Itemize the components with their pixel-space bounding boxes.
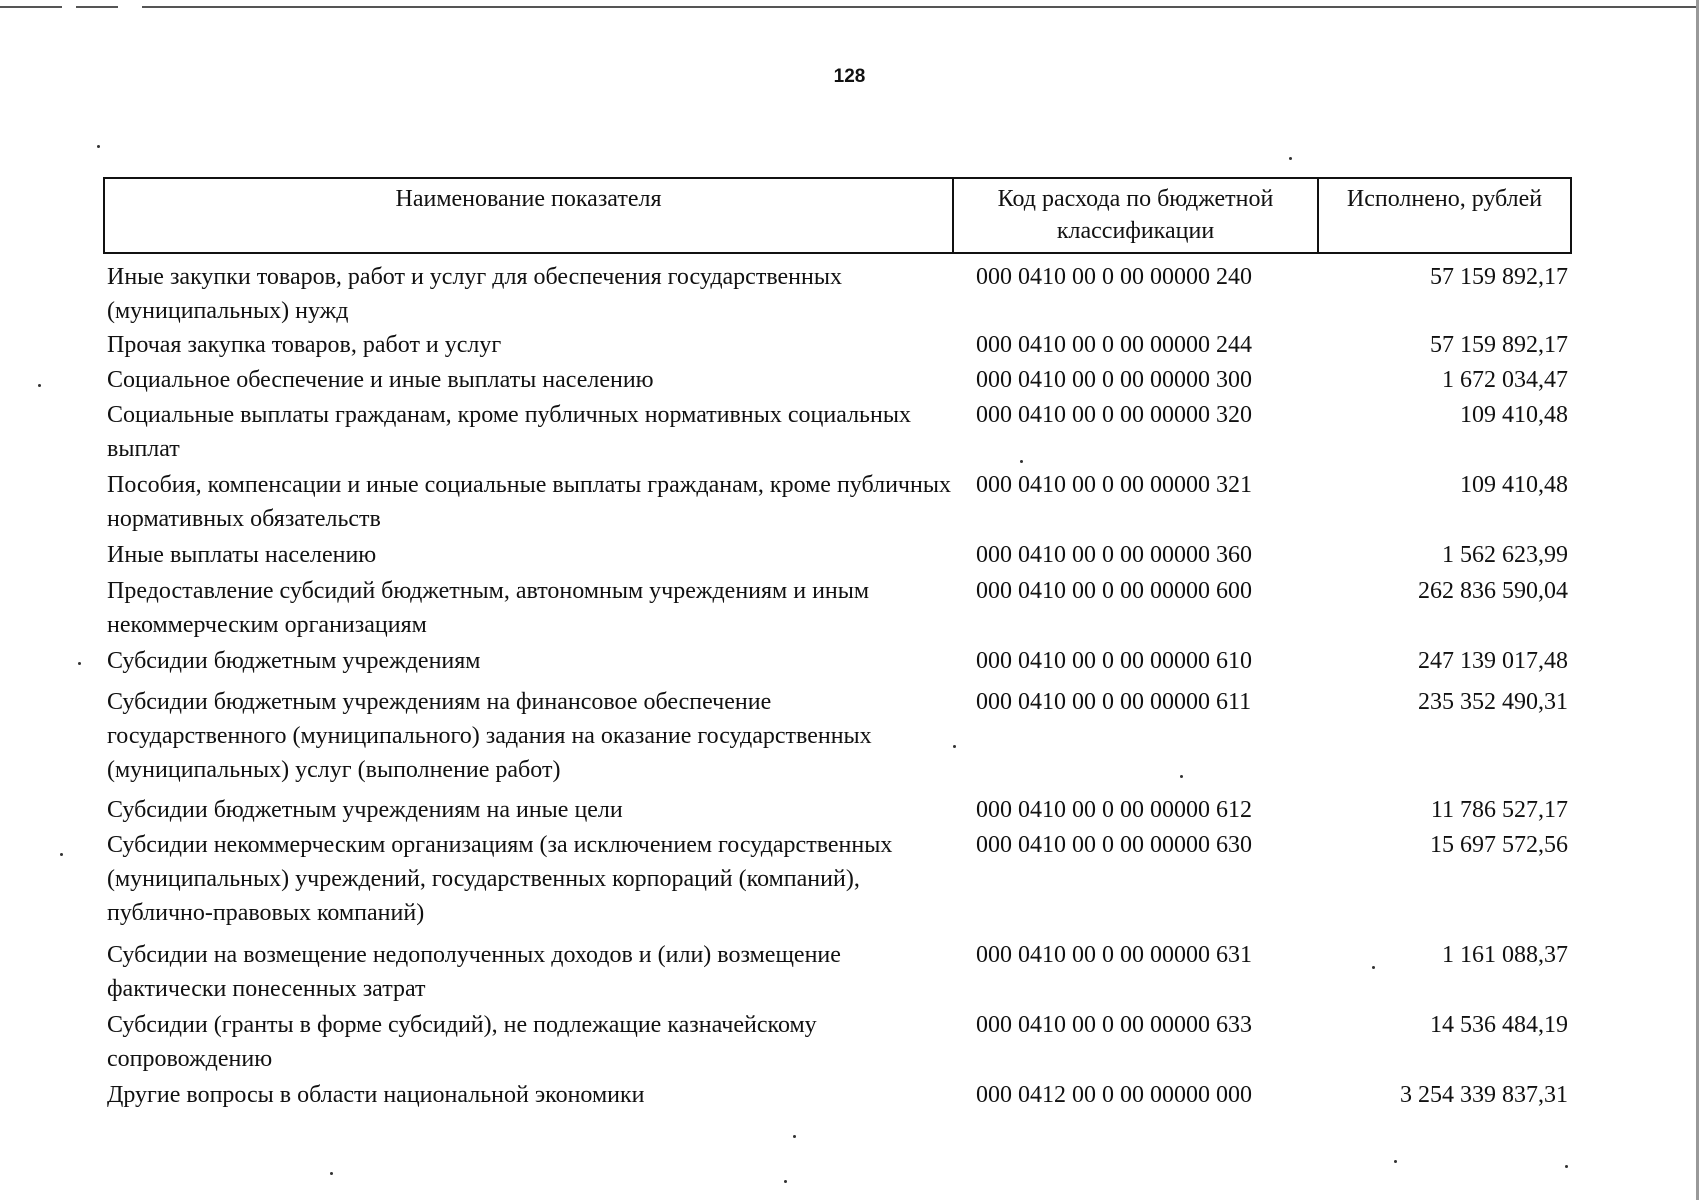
executed-amount: 11 786 527,17 <box>1430 797 1568 823</box>
budget-code: 000 0410 00 0 00 00000 240 <box>976 264 1252 290</box>
scan-speck <box>793 1135 796 1138</box>
budget-code: 000 0410 00 0 00 00000 633 <box>976 1012 1252 1038</box>
indicator-name: Иные выплаты населению <box>107 542 377 568</box>
indicator-name: Субсидии некоммерческим организациям (за исключением государственных (муниципальных) учреждений, государственных корпораций (компаний), публично-правовых компаний) <box>107 832 893 926</box>
scan-speck <box>78 662 81 665</box>
table-row <box>103 1008 1572 1076</box>
table-row <box>103 644 1572 678</box>
budget-code: 000 0410 00 0 00 00000 630 <box>976 832 1252 858</box>
table-row <box>103 828 1572 930</box>
budget-code: 000 0410 00 0 00 00000 610 <box>976 648 1252 674</box>
table-row <box>103 538 1572 572</box>
executed-amount: 57 159 892,17 <box>1430 264 1568 290</box>
top-rule-gap <box>118 3 142 11</box>
budget-code: 000 0410 00 0 00 00000 612 <box>976 797 1252 823</box>
executed-amount: 235 352 490,31 <box>1418 689 1568 715</box>
page-number: 128 <box>833 66 866 87</box>
executed-amount: 14 536 484,19 <box>1430 1012 1568 1038</box>
scan-speck <box>330 1172 333 1175</box>
table-row <box>103 468 1572 536</box>
budget-code: 000 0410 00 0 00 00000 611 <box>976 689 1252 715</box>
indicator-name: Субсидии (гранты в форме субсидий), не подлежащие казначейскому сопровождению <box>107 1012 817 1072</box>
indicator-name: Другие вопросы в области национальной экономики <box>107 1082 645 1108</box>
executed-amount: 15 697 572,56 <box>1430 832 1568 858</box>
scan-speck <box>1289 157 1292 160</box>
executed-amount: 262 836 590,04 <box>1418 578 1568 604</box>
executed-amount: 1 562 623,99 <box>1442 542 1568 568</box>
scan-speck <box>1180 775 1183 778</box>
table-row <box>103 1078 1572 1112</box>
indicator-name: Предоставление субсидий бюджетным, автономным учреждениям и иным некоммерческим организациям <box>107 578 870 638</box>
budget-code: 000 0410 00 0 00 00000 600 <box>976 578 1252 604</box>
executed-amount: 57 159 892,17 <box>1430 332 1568 358</box>
executed-amount: 3 254 339 837,31 <box>1400 1082 1568 1108</box>
table-row <box>103 363 1572 397</box>
scan-speck <box>38 384 41 387</box>
scan-speck <box>953 745 956 748</box>
budget-table <box>103 177 1572 1108</box>
header-code: Код расхода по бюджетной классификации <box>954 179 1319 252</box>
top-rule-gap <box>62 3 76 11</box>
indicator-name: Субсидии бюджетным учреждениям на иные цели <box>107 797 623 823</box>
scan-speck <box>784 1180 787 1183</box>
scan-speck <box>1565 1165 1568 1168</box>
budget-code: 000 0410 00 0 00 00000 321 <box>976 472 1252 498</box>
executed-amount: 1 161 088,37 <box>1442 942 1568 968</box>
indicator-name: Прочая закупка товаров, работ и услуг <box>107 332 502 358</box>
indicator-name: Социальное обеспечение и иные выплаты населению <box>107 367 654 393</box>
budget-code: 000 0410 00 0 00 00000 244 <box>976 332 1252 358</box>
budget-code: 000 0412 00 0 00 00000 000 <box>976 1082 1252 1108</box>
scan-speck <box>97 145 100 148</box>
header-amount: Исполнено, рублей <box>1346 186 1543 212</box>
executed-amount: 1 672 034,47 <box>1442 367 1568 393</box>
budget-code: 000 0410 00 0 00 00000 631 <box>976 942 1252 968</box>
indicator-name: Социальные выплаты гражданам, кроме публичных нормативных социальных выплат <box>107 402 911 462</box>
indicator-name: Субсидии бюджетным учреждениям <box>107 648 481 674</box>
scan-speck <box>60 853 63 856</box>
top-rule <box>0 6 1699 8</box>
scan-speck <box>1394 1160 1397 1163</box>
header-name: Наименование показателя <box>105 179 954 252</box>
indicator-name: Иные закупки товаров, работ и услуг для обеспечения государственных (муниципальных) нужд <box>107 264 842 324</box>
executed-amount: 109 410,48 <box>1460 402 1568 428</box>
scan-speck <box>1372 966 1375 969</box>
table-row <box>103 398 1572 466</box>
table-row <box>103 938 1572 1006</box>
indicator-name: Субсидии на возмещение недополученных доходов и (или) возмещение фактически понесенных затрат <box>107 942 841 1002</box>
table-row <box>103 328 1572 362</box>
table-row <box>103 793 1572 827</box>
budget-code: 000 0410 00 0 00 00000 300 <box>976 367 1252 393</box>
scan-speck <box>1020 460 1023 463</box>
table-row <box>103 685 1572 787</box>
table-row <box>103 260 1572 328</box>
table-row <box>103 574 1572 642</box>
budget-code: 000 0410 00 0 00 00000 360 <box>976 542 1252 568</box>
executed-amount: 247 139 017,48 <box>1418 648 1568 674</box>
indicator-name: Пособия, компенсации и иные социальные выплаты гражданам, кроме публичных нормативных обязательств <box>107 472 951 532</box>
executed-amount: 109 410,48 <box>1460 472 1568 498</box>
indicator-name: Субсидии бюджетным учреждениям на финансовое обеспечение государственного (муниципального) задания на оказание государственных (муниципальных) услуг (выполнение работ) <box>107 689 872 783</box>
budget-code: 000 0410 00 0 00 00000 320 <box>976 402 1252 428</box>
table-header <box>103 177 1572 254</box>
